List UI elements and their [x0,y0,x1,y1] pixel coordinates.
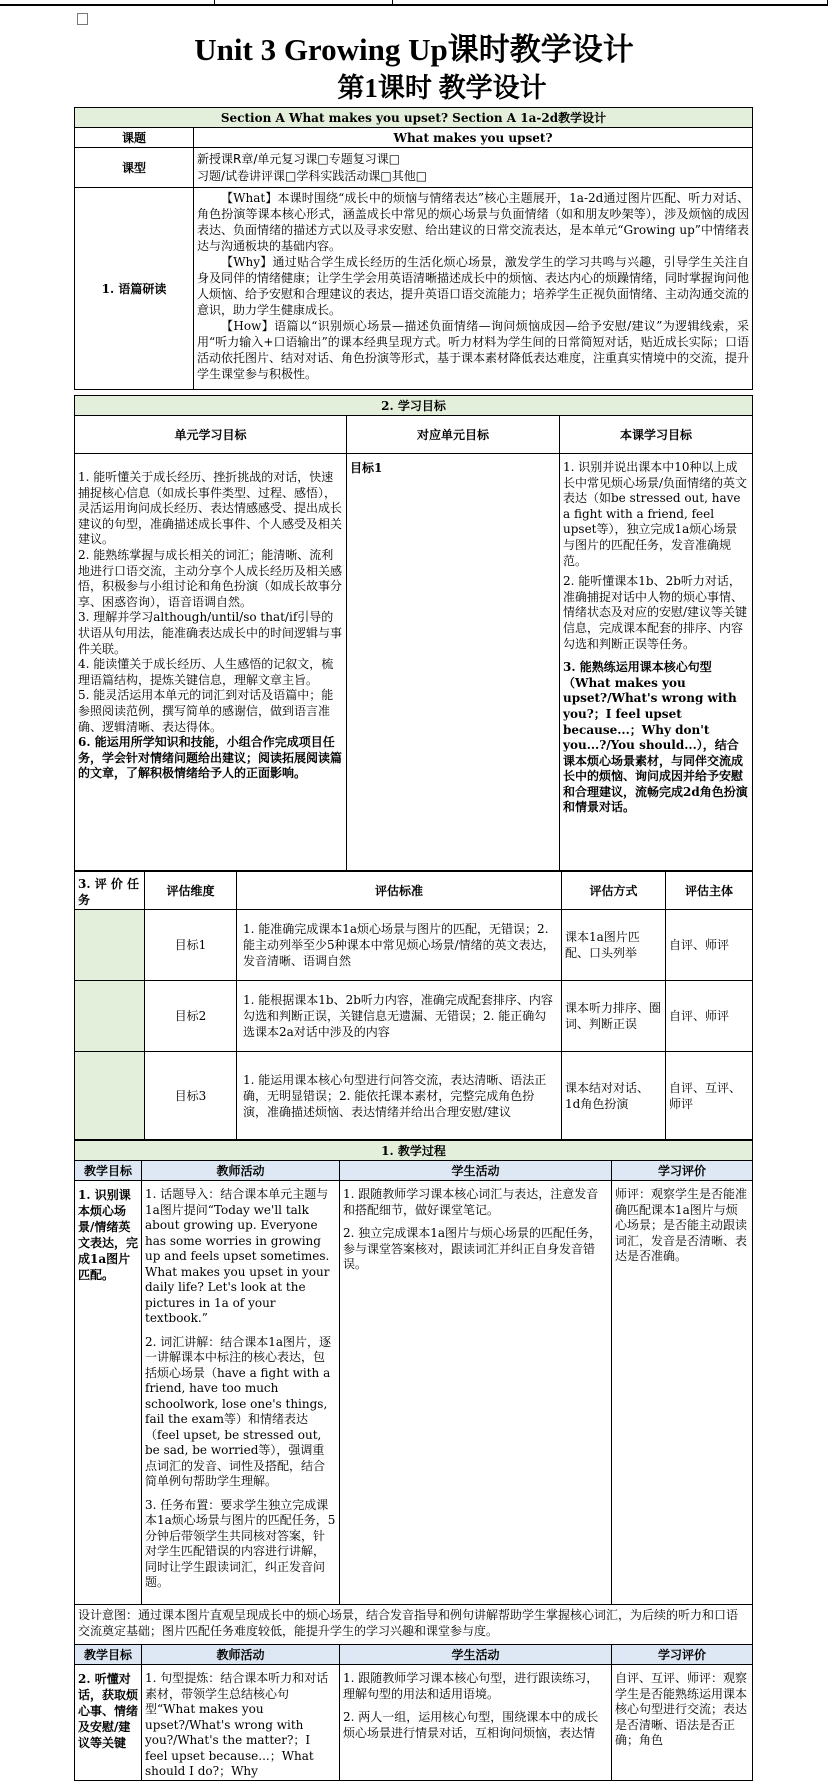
eval-subject: 自评、师评 [666,910,753,981]
lesson-goal-item: 1. 识别并说出课本中10种以上成长中常见烦心场景/负面情绪的英文表达（如be stressed out, have a fight with a friend, feel upset等），独立完成1a烦心场景与图片的匹配任务，发音准确规范。 [563,460,748,568]
unit-goals-list [75,454,347,871]
col-teacher-activity: 教师活动 [142,1161,340,1181]
student-activity-item: 2. 独立完成课本1a图片与烦心场景的匹配任务，参与课堂答案核对，跟读词汇并纠正自身发音错误。 [343,1226,602,1271]
eval-standard: 1. 能运用课本核心句型进行问答交流，表达清晰、语法正确，无明显错误；2. 能依托课本素材，完整完成角色扮演，准确描述烦恼、表达情绪并给出合理安慰/建议 [237,1052,562,1140]
step2-teacher-activity: 1. 句型提炼：结合课本听力和对话素材，带领学生总结核心句型“What makes you upset?/What's wrong with you?/What's the matter?；I feel upset because...；What should I do?；Why [142,1665,340,1781]
unit-goal-item: 1. 能听懂关于成长经历、挫折挑战的对话，快速捕捉核心信息（如成长事件类型、过程、感悟），灵活运用询问成长经历、表达情感感受、提出成长建议的句型，准确描述成长事件、个人感受及相关建议。 [78,470,343,547]
info-table [74,107,753,390]
eval-blank-cell [75,1052,145,1140]
topic-value: What makes you upset? [194,128,753,148]
goals-section-title: 2. 学习目标 [75,396,753,416]
step2-goal: 2. 听懂对话，获取烦心事、情绪及安慰/建议等关键 [75,1665,142,1781]
analysis-content [194,188,753,390]
step1-learning-eval: 师评：观察学生是否能准确匹配课本1a图片与烦心场景；是否能主动跟读词汇，发音是否清晰、表达是否准确。 [612,1181,753,1605]
checkbox[interactable] [77,13,88,25]
lesson-goal-item-3: 3. 能熟练运用课本核心句型（What makes you upset?/What's wrong with you?；I feel upset because...；Why don't you...?/You should...），结合课本烦心场景素材，与同伴交流成长中的烦恼、询问成因并给予安慰和合理建议，流畅完成2d角色扮演和情景对话。 [563,660,748,815]
lesson-goals-list [560,454,753,871]
type-options [194,148,753,188]
section-title: Section A What makes you upset? Section A 1a-2d教学设计 [75,108,753,128]
page-top-border [0,0,828,6]
col-learning-eval: 学习评价 [612,1645,753,1665]
col-learning-eval: 学习评价 [612,1161,753,1181]
step2-student-activity [340,1665,612,1781]
type-label: 课型 [75,148,194,188]
evaluation-label: 3. 评 价 任 务 [75,872,145,910]
evaluation-table [74,871,753,1140]
process-section-title: 1. 教学过程 [75,1141,753,1161]
eval-dim: 目标1 [145,910,237,981]
eval-method: 课本结对对话、1d角色扮演 [562,1052,666,1140]
student-activity-item: 1. 跟随教师学习课本核心句型，进行跟读练习，理解句型的用法和适用语境。 [343,1671,599,1701]
col-unit-goals: 单元学习目标 [75,416,347,454]
type-line-2: 习题/试卷讲评课□学科实践活动课□其他□ [197,168,428,183]
goals-table [74,395,753,871]
col-eval-method: 评估方式 [562,872,666,910]
teacher-activity-item: 2. 词汇讲解：结合课本1a图片，逐一讲解课本中标注的核心表达，包括烦心场景（have a fight with a friend, have too much schoolwork, lose one's things, fail the exam等）和情绪表达（feel upset, be stressed out, be sad, be worried等），强调重点词汇的发音、词性及搭配，结合简单例句帮助学生理解。 [145,1334,332,1488]
unit-goal-item: 5. 能灵活运用本单元的词汇到对话及语篇中；能参照阅读范例，撰写简单的感谢信，做到语言准确、逻辑清晰、表达得体。 [78,688,334,734]
eval-dim: 目标2 [145,981,237,1052]
eval-blank-cell [75,981,145,1052]
eval-standard: 1. 能根据课本1b、2b听力内容，准确完成配套排序、内容勾选和判断正误，关键信息无遗漏、无错误；2. 能正确勾选课本2a对话中涉及的内容 [237,981,562,1052]
unit-goal-item: 3. 理解并学习although/until/so that/if引导的状语从句用法，能准确表达成长中的时间逻辑与事件关联。 [78,610,343,656]
unit-goal-item-6: 6. 能运用所学知识和技能，小组合作完成项目任务，学会针对情绪问题给出建议；阅读拓展阅读篇的文章，了解积极情绪给予人的正面影响。 [78,735,343,781]
eval-subject: 自评、师评 [666,981,753,1052]
eval-subject: 自评、互评、师评 [666,1052,753,1140]
topic-label: 课题 [75,128,194,148]
step1-teacher-activity [142,1181,340,1605]
analysis-how: 【How】语篇以“识别烦心场景—描述负面情绪—询问烦恼成因—给予安慰/建议”为逻辑线索，采用“听力输入+口语输出”的课本经典呈现方式。听力材料为学生间的日常简短对话，贴近成长实际；口语活动依托图片、结对对话、角色扮演等形式，基于课本素材降低表达难度，注重真实情境中的交流，提升学生课堂参与积极性。 [197,319,750,381]
lesson-goal-item: 2. 能听懂课本1b、2b听力对话，准确捕捉对话中人物的烦心事情、情绪状态及对应的安慰/建议等关键信息，完成课本配套的排序、内容勾选和判断正误等任务。 [563,574,748,651]
teacher-activity-item: 1. 话题导入：结合课本单元主题与1a图片提问“Today we'll talk about growing up. Everyone has some worries in growing up and feels upset sometimes. What makes you upset in your daily life? Let's look at the pictures in 1a of your textbook.” [145,1187,330,1325]
type-line-1: 新授课R章/单元复习课□专题复习课□ [197,151,401,166]
unit-goal-item: 2. 能熟练掌握与成长相关的词汇；能清晰、流利地进行口语交流，主动分享个人成长经历及相关感悟，积极参与小组讨论和角色扮演（如成长故事分享、困惑咨询），语音语调自然。 [78,547,343,609]
col-eval-subject: 评估主体 [666,872,753,910]
col-lesson-goals: 本课学习目标 [560,416,753,454]
step2-learning-eval: 自评、互评、师评：观察学生是否能熟练运用课本核心句型进行交流；表达是否清晰、语法是否正确；角色 [612,1665,753,1781]
eval-standard: 1. 能准确完成课本1a烦心场景与图片的匹配，无错误；2. 能主动列举至少5种课本中常见烦心场景/情绪的英文表达，发音清晰、语调自然 [237,910,562,981]
document-title: Unit 3 Growing Up课时教学设计 [194,32,634,67]
col-matched-goal: 对应单元目标 [347,416,560,454]
analysis-why: 【Why】通过贴合学生成长经历的生活化烦心场景，激发学生的学习共鸣与兴趣，引导学生关注自身及同伴的情绪健康；让学生学会用英语清晰描述成长中的烦恼、表达内心的烦躁情绪，同时掌握询问他人烦恼、给予安慰和合理建议的表达，提升英语口语交流能力；培养学生正视负面情绪、主动沟通交流的意识，助力学生健康成长。 [197,255,750,317]
col-student-activity: 学生活动 [340,1161,612,1181]
col-student-activity: 学生活动 [340,1645,612,1665]
process-table [74,1140,753,1781]
matched-goal-value: 目标1 [347,454,560,871]
col-teacher-activity: 教师活动 [142,1645,340,1665]
col-eval-standard: 评估标准 [237,872,562,910]
design-intent: 设计意图：通过课本图片直观呈现成长中的烦心场景，结合发音指导和例句讲解帮助学生掌握核心词汇，为后续的听力和口语交流奠定基础；图片匹配任务难度较低，能提升学生的学习兴趣和课堂参与度。 [75,1605,753,1645]
border-tick [214,0,215,5]
eval-dim: 目标3 [145,1052,237,1140]
analysis-label: 1. 语篇研读 [75,188,194,390]
border-tick [392,0,393,5]
step1-student-activity [340,1181,612,1605]
student-activity-item: 2. 两人一组，运用核心句型，围绕课本中的成长烦心场景进行情景对话，互相询问烦恼，表达情 [343,1710,599,1740]
col-teaching-goal: 教学目标 [75,1161,142,1181]
eval-blank-cell [75,910,145,981]
col-teaching-goal: 教学目标 [75,1645,142,1665]
eval-method: 课本听力排序、圈词、判断正误 [562,981,666,1052]
analysis-what: 【What】本课时围绕“成长中的烦恼与情绪表达”核心主题展开，1a-2d通过图片匹配、听力对话、角色扮演等课本核心形式，涵盖成长中常见的烦心场景与负面情绪（如和朋友吵架等），涉及烦恼的成因表达、负面情绪的描述方式以及寻求安慰、给出建议的日常交流表达，是本单元“Growing up”中情绪表达与沟通板块的基础内容。 [197,191,749,253]
teacher-activity-item: 3. 任务布置：要求学生独立完成课本1a烦心场景与图片的匹配任务，5分钟后带领学生共同核对答案，针对学生匹配错误的内容进行讲解，同时让学生跟读词汇，纠正发音问题。 [145,1497,336,1589]
student-activity-item: 1. 跟随教师学习课本核心词汇与表达，注意发音和搭配细节，做好课堂笔记。 [343,1187,599,1217]
col-eval-dimension: 评估维度 [145,872,237,910]
unit-goal-item: 4. 能读懂关于成长经历、人生感悟的记叙文，梳理语篇结构，提炼关键信息，理解文章主旨。 [78,657,334,687]
document-subtitle: 第1课时 教学设计 [337,73,547,103]
step1-goal: 1. 识别课本烦心场景/情绪英文表达，完成1a图片匹配。 [75,1181,142,1605]
eval-method: 课本1a图片匹配、口头列举 [562,910,666,981]
